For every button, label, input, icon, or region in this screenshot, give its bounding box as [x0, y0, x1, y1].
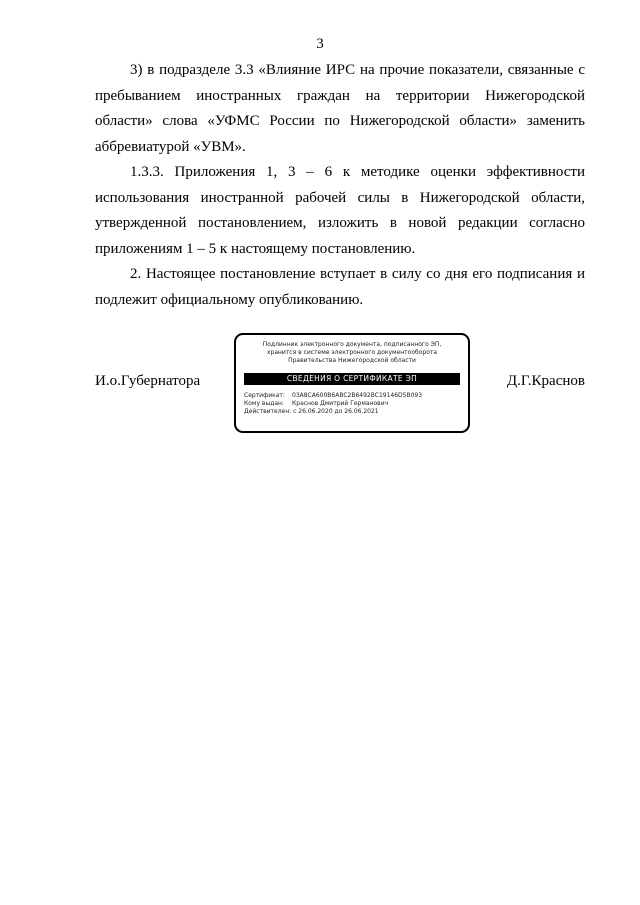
signatory-position: И.о.Губернатора	[95, 373, 201, 389]
stamp-header-line-1: Подлинник электронного документа, подписанного ЭП,	[262, 341, 442, 348]
paragraph-3: 2. Настоящее постановление вступает в силу со дня его подписания и подлежит официальному опубликованию.	[95, 266, 585, 308]
stamp-banner: СВЕДЕНИЯ О СЕРТИФИКАТЕ ЭП	[244, 373, 460, 385]
stamp-validity-row: Действителен: с 26.06.2020 до 26.06.2021	[244, 408, 379, 415]
stamp-issued-to-value: Краснов Дмитрий Германович	[292, 400, 389, 407]
stamp-certificate-label: Сертификат:	[244, 392, 285, 399]
stamp-header-line-2: хранится в системе электронного документооборота	[266, 349, 438, 356]
stamp-issued-to-row	[244, 400, 460, 408]
stamp-certificate-value: 03A8CA600B6ABC2B6492BC19146D5B093	[292, 392, 423, 399]
stamp-header-line-3: Правительства Нижегородской области	[288, 357, 416, 364]
signature-block	[0, 333, 640, 438]
stamp-certificate-row	[244, 392, 460, 400]
stamp-details	[244, 392, 460, 416]
paragraph-2: 1.3.3. Приложения 1, 3 – 6 к методике оценки эффективности использования иностранной рабочей силы в Нижегородской области, утвержденной постановлением, изложить в новой редакции согласно приложениям 1 – 5 к настоящему постановлению.	[95, 164, 585, 257]
document-body	[95, 58, 585, 313]
paragraph-1: 3) в подразделе 3.3 «Влияние ИРС на прочие показатели, связанные с пребыванием иностранных граждан на территории Нижегородской области» слова «УФМС России по Нижегородской области» заменить аббревиатурой «УВМ».	[95, 62, 585, 155]
signatory-name: Д.Г.Краснов	[506, 373, 585, 389]
e-signature-stamp	[234, 333, 470, 433]
stamp-issued-to-label: Кому выдан:	[244, 400, 284, 407]
page-number: 3	[316, 36, 324, 52]
